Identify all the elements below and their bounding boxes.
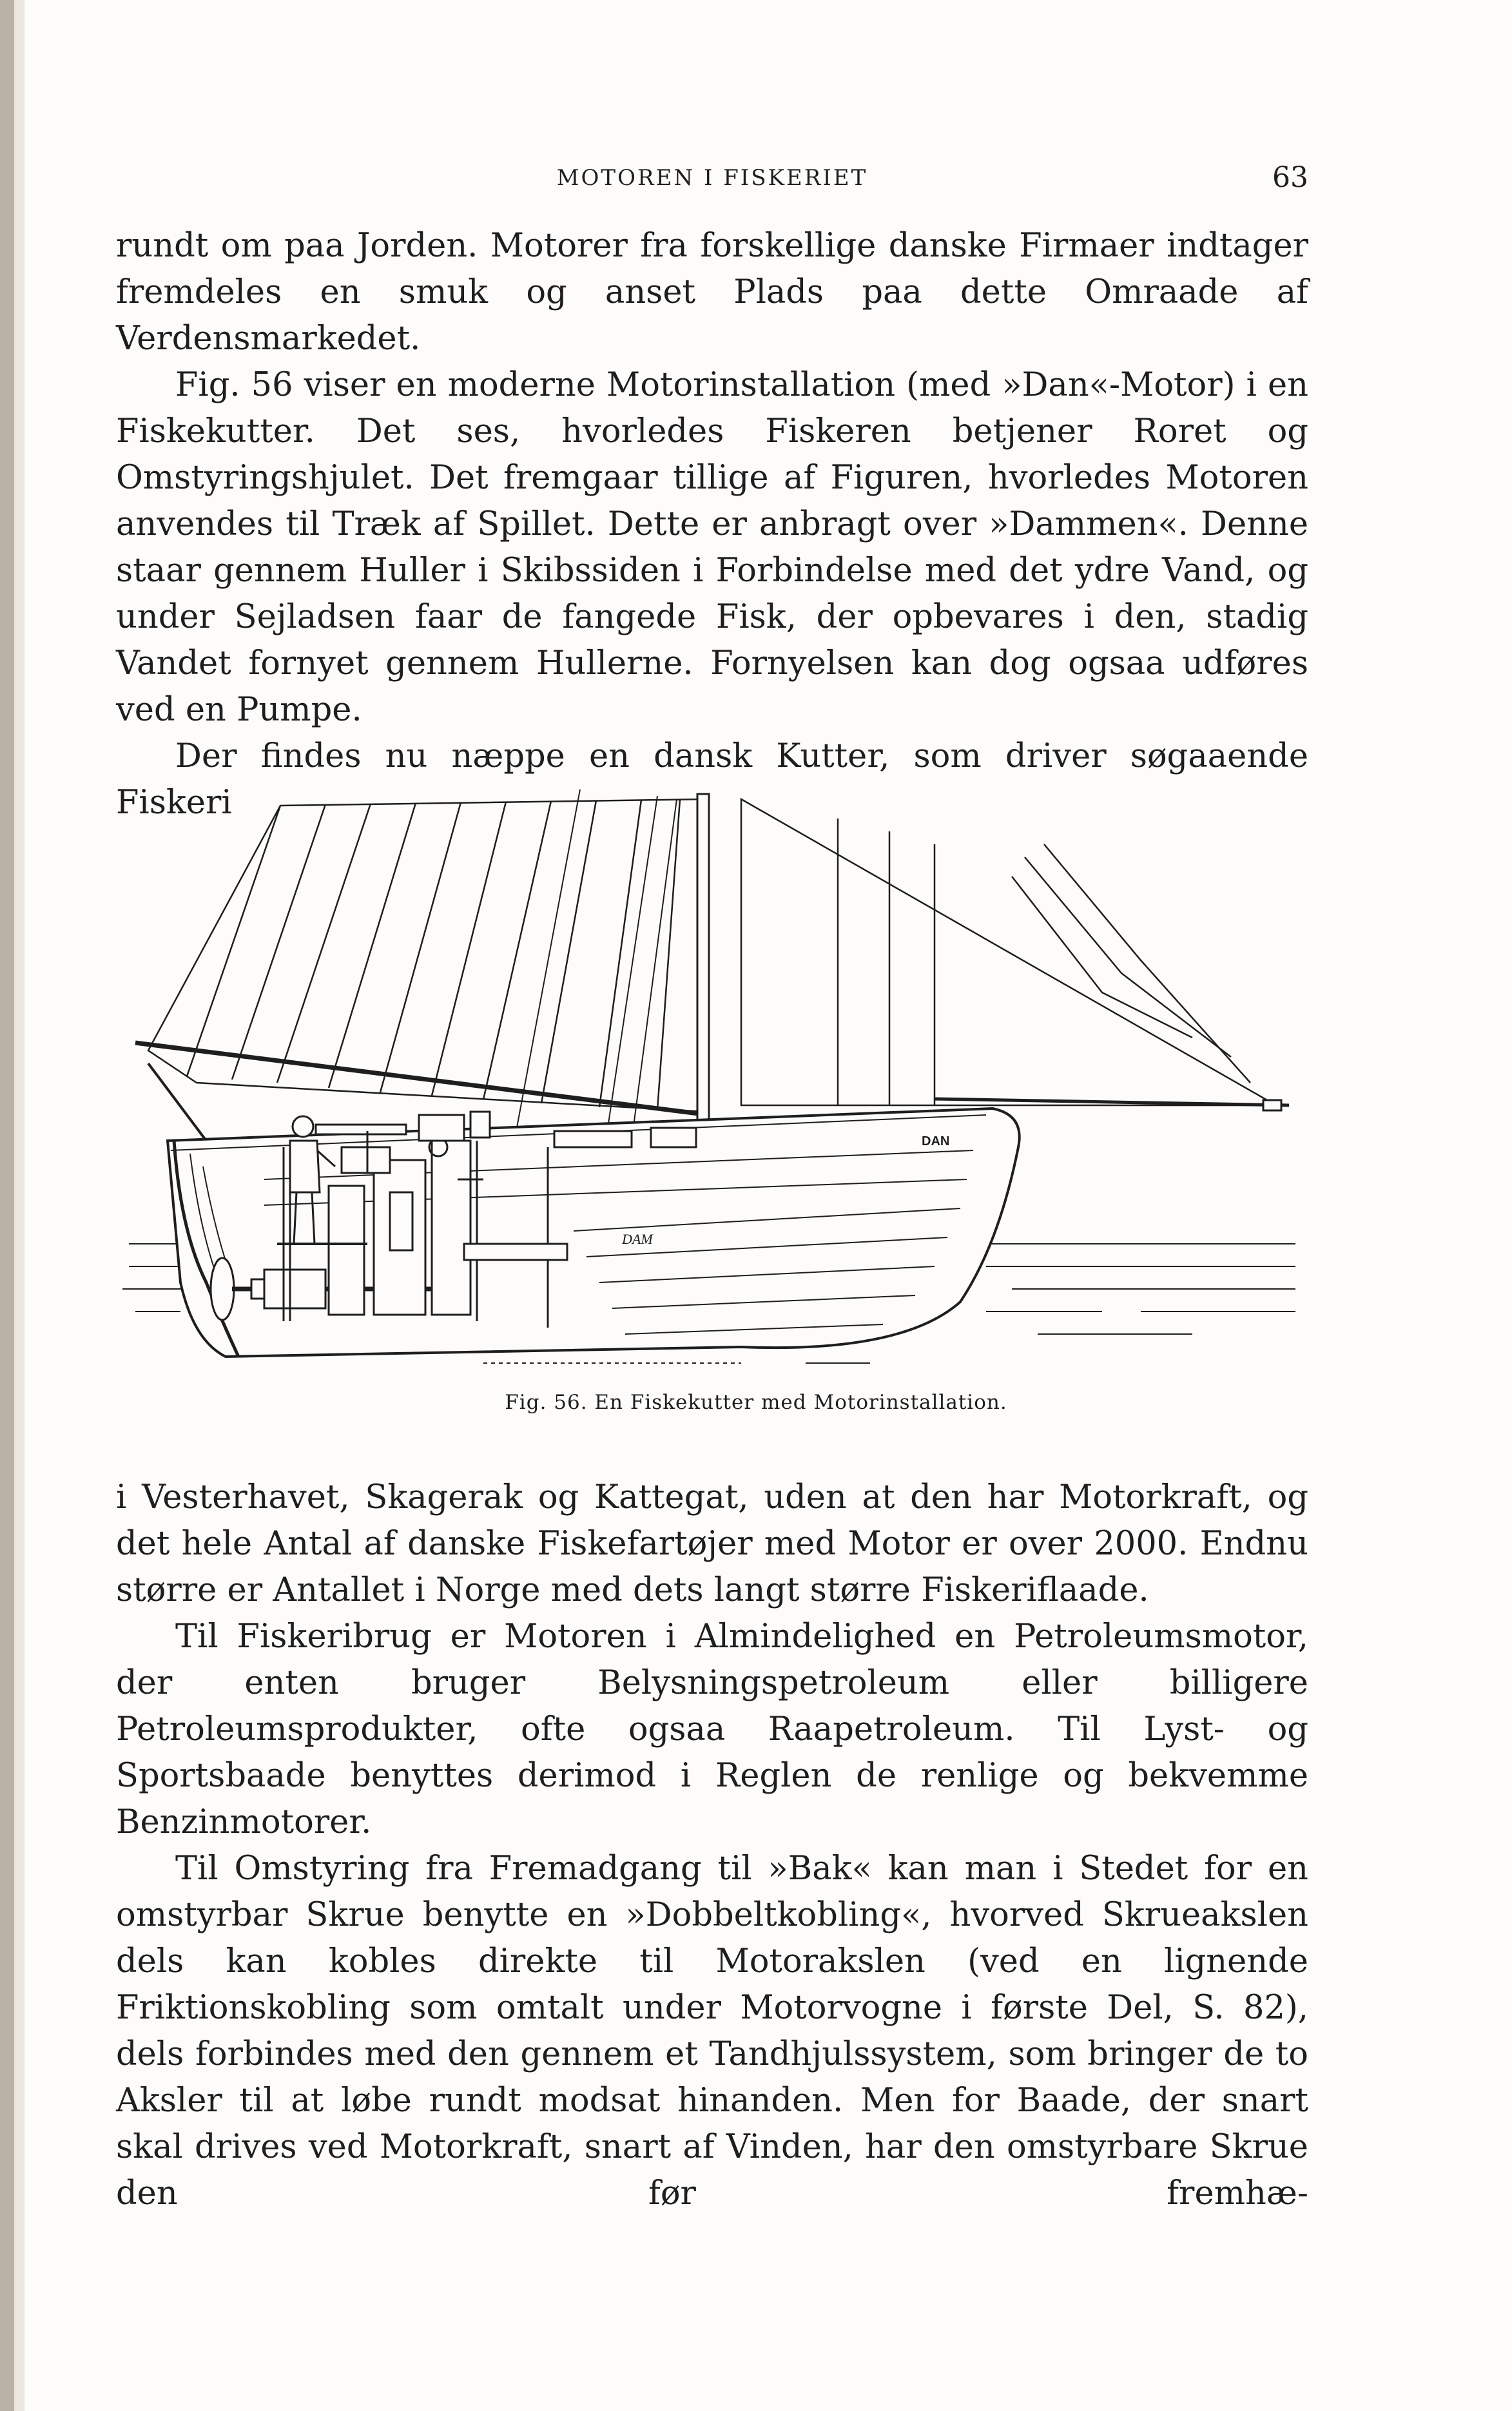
paragraph: Til Omstyring fra Fremadgang til »Bak« kan man i Stedet for en omstyrbar Skrue benytte en »Dobbeltkobling«, hvorved Skrueakslen dels kan kobles direkte til Motorakslen (ved en lignende Friktionskobling som omtalt under Motorvogne i første Del, S. 82), dels forbindes med den gennem et Tandhjulssystem, som bringer de to Aksler til at løbe rundt modsat hinanden. Men for Baade, der snart skal drives ved Motorkraft, snart af Vinden, har den omstyrbare Skrue den før fremhæ- — [116, 1850, 1308, 2213]
page-number: 63 — [1272, 161, 1308, 194]
paragraph: i Vesterhavet, Skagerak og Kattegat, uden at den har Motorkraft, og det hele Antal af danske Fiskefartøjer med Motor er over 2000. Endnu større er Antallet i Norge med dets langt større Fiskeriflaade. — [116, 1478, 1308, 1609]
paragraph: Fig. 56 viser en moderne Motorinstallation (med »Dan«-Motor) i en Fiskekutter. Det ses, hvorledes Fiskeren betjener Roret og Omstyringshjulet. Det fremgaar tillige af Figuren, hvorledes Motoren anvendes til Træk af Spillet. Dette er anbragt over »Dammen«. Denne staar gennem Huller i Skibssiden i Forbindelse med det ydre Vand, og under Sejladsen faar de fangede Fisk, der opbevares i den, stadig Vandet fornyet gennem Hullerne. Fornyelsen kan dog ogsaa udføres ved en Pumpe. — [116, 366, 1308, 729]
foresail — [741, 799, 1276, 1105]
dam-label: DAM — [622, 1231, 653, 1247]
mast — [697, 794, 709, 1129]
running-title: MOTOREN I FISKERIET — [556, 165, 868, 191]
hull-name-label: DAN — [922, 1134, 950, 1148]
page-edge-shadow — [0, 0, 14, 2411]
figure-caption: Fig. 56. En Fiskekutter med Motorinstallation. — [505, 1391, 1007, 1414]
mainsail — [148, 799, 706, 1112]
paragraph: Der findes nu næppe en dansk Kutter, som driver søgaaende Fiskeri — [116, 737, 1308, 822]
paragraph: Til Fiskeribrug er Motoren i Almindelighed en Petroleumsmotor, der enten bruger Belysningspetroleum eller billigere Petroleumsprodukter, ofte ogsaa Raapetroleum. Til Lyst- og Sportsbaade benyttes derimod i Reglen de renlige og bekvemme Benzinmotorer. — [116, 1618, 1308, 1841]
figure-fishing-cutter — [97, 780, 1321, 1376]
running-head — [116, 161, 1308, 200]
body-text-top — [116, 223, 1308, 826]
fishing-cutter-illustration — [97, 780, 1321, 1376]
page-edge-highlight — [14, 0, 24, 2411]
paragraph: rundt om paa Jorden. Motorer fra forskellige danske Firmaer indtager fremdeles en smuk og anset Plads paa dette Omraade af Verdensmarkedet. — [116, 227, 1308, 358]
body-text-bottom — [116, 1475, 1308, 2217]
